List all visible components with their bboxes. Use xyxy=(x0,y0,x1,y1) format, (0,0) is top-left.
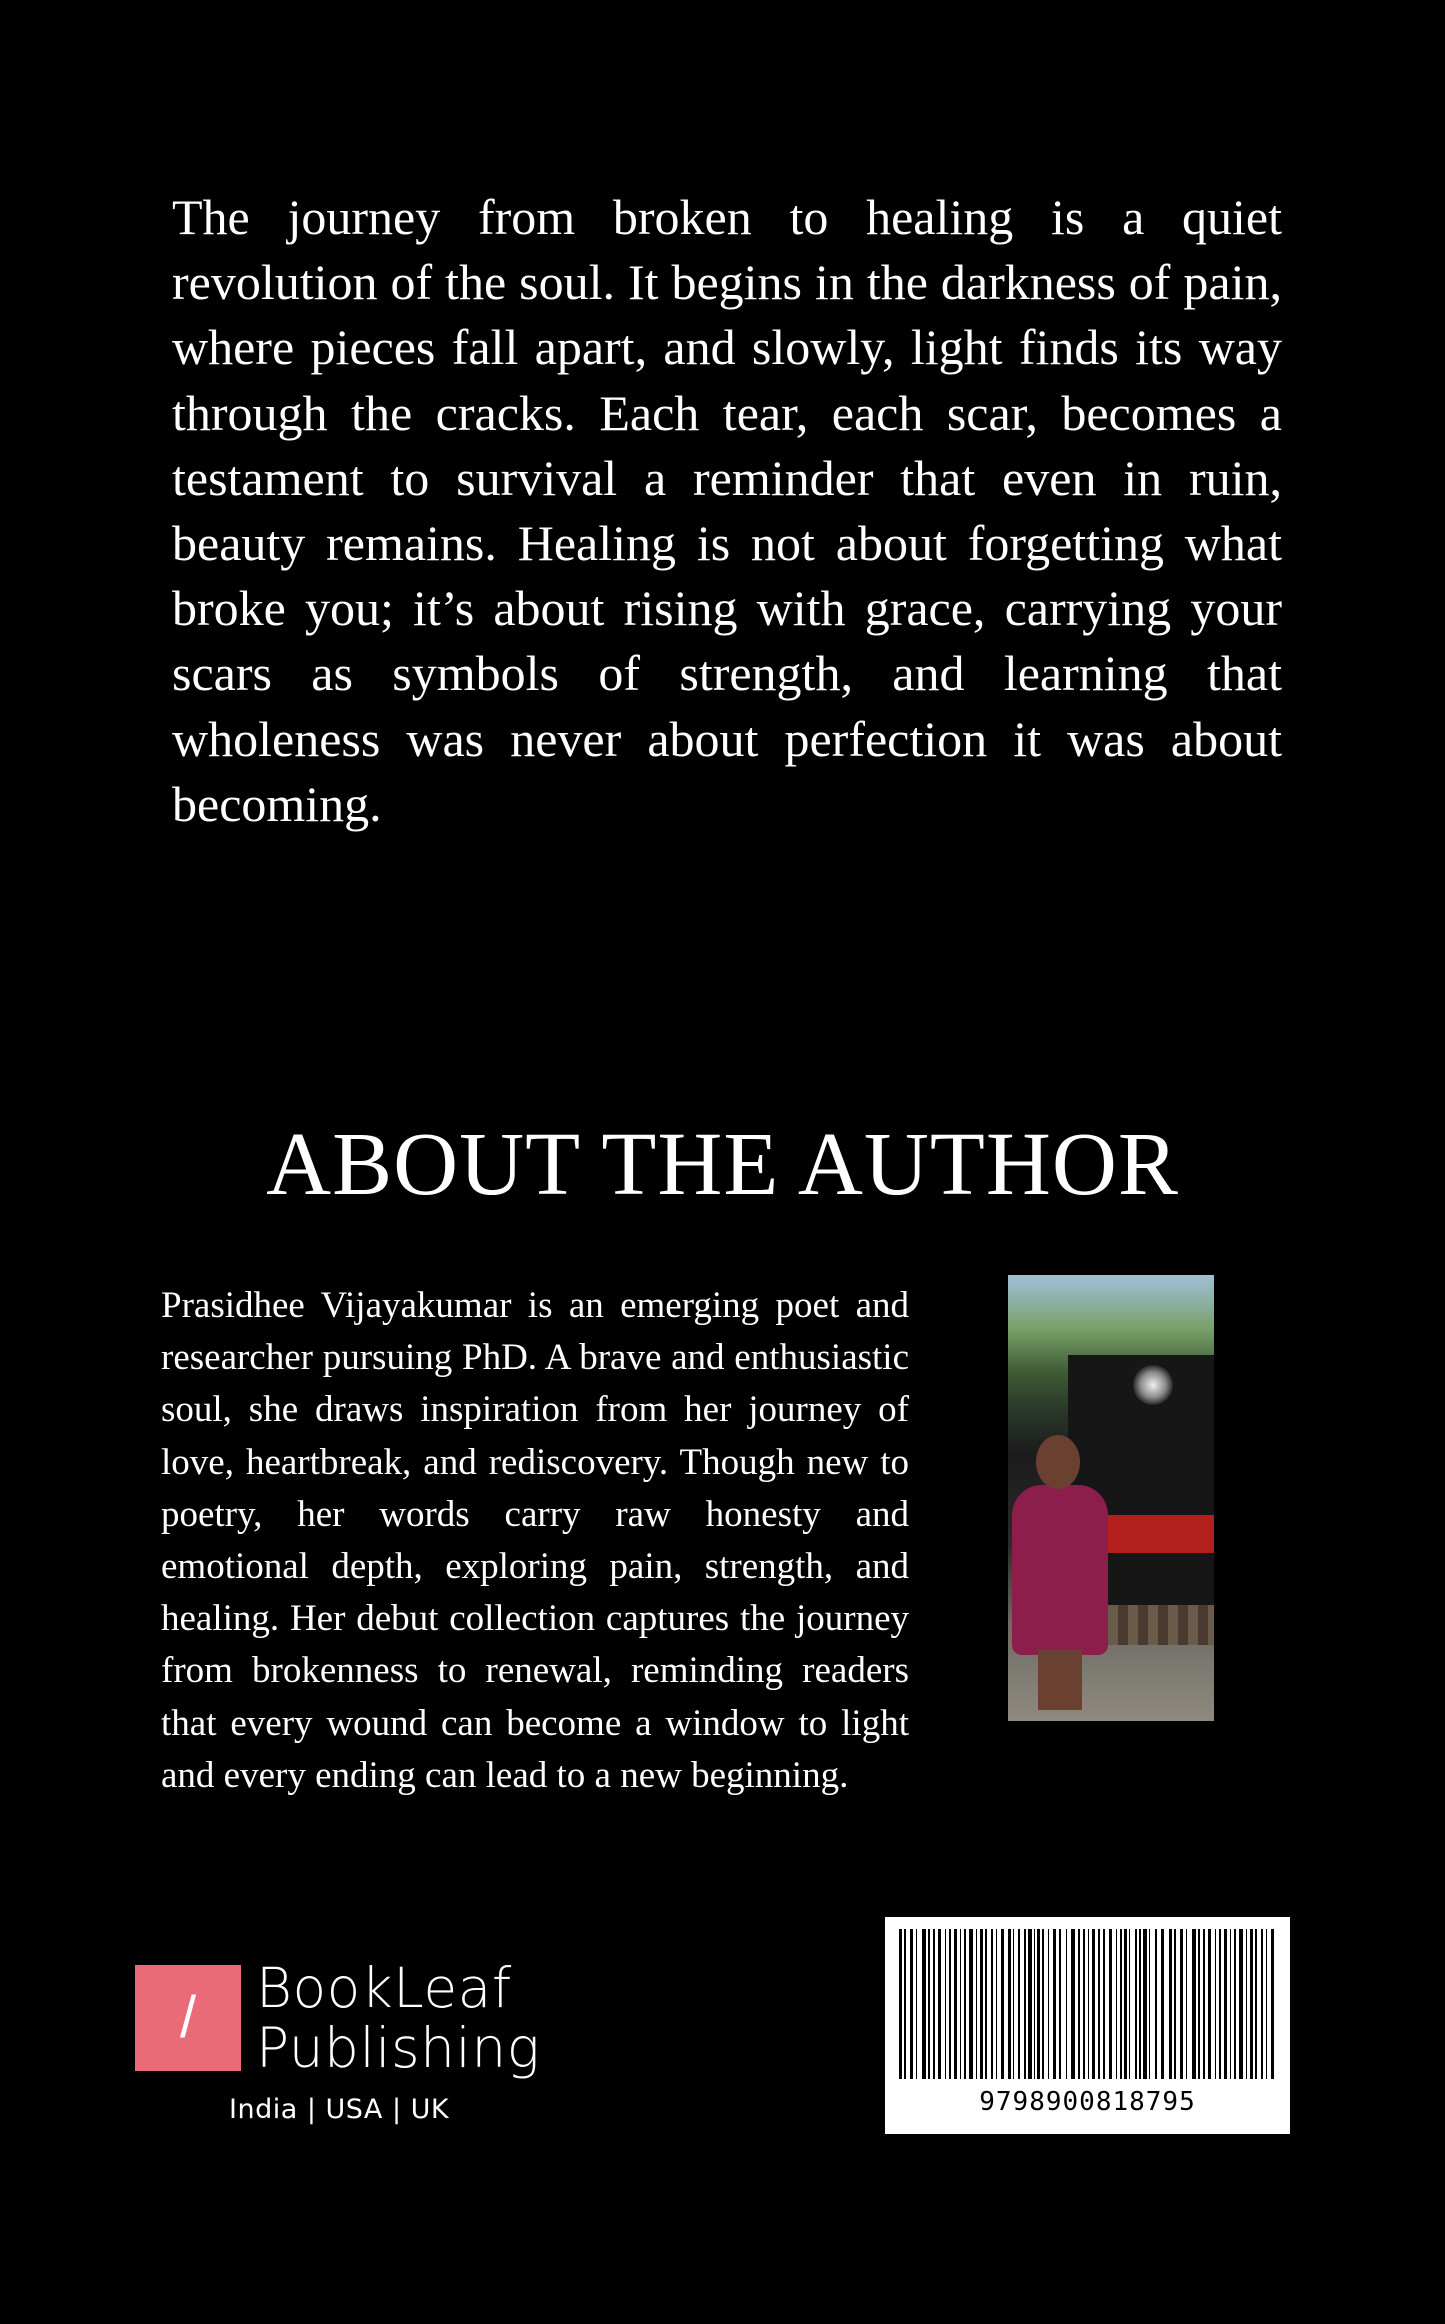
publisher-name xyxy=(256,1958,540,2078)
barcode-bar xyxy=(1143,1929,1147,2079)
barcode-bar xyxy=(1192,1929,1196,2079)
barcode-bar xyxy=(1024,1929,1026,2079)
barcode-bar xyxy=(1198,1929,1200,2079)
barcode-bar xyxy=(1013,1929,1014,2079)
barcode-bar xyxy=(945,1929,946,2079)
barcode-bar xyxy=(1098,1929,1100,2079)
publisher-logo-slash: / xyxy=(179,1985,197,2050)
barcode-bar xyxy=(1224,1929,1227,2079)
isbn-barcode xyxy=(885,1917,1290,2134)
barcode-bar xyxy=(1083,1929,1085,2079)
publisher-name-line1: BookLeaf xyxy=(256,1956,512,2020)
photo-person-legs xyxy=(1038,1650,1082,1710)
barcode-bar xyxy=(1048,1929,1049,2079)
barcode-bar xyxy=(1109,1929,1112,2079)
barcode-bar xyxy=(1129,1929,1130,2079)
barcode-bar xyxy=(964,1929,966,2079)
barcode-bar xyxy=(928,1929,930,2079)
publisher-regions: India | USA | UK xyxy=(229,2094,450,2125)
barcode-bar xyxy=(954,1929,957,2079)
barcode-bar xyxy=(1139,1929,1141,2079)
barcode-bar xyxy=(1001,1929,1004,2079)
barcode-bar xyxy=(1053,1929,1056,2079)
barcode-bar xyxy=(1155,1929,1157,2079)
barcode-bar xyxy=(1215,1929,1216,2079)
barcode-bar xyxy=(1271,1929,1274,2079)
photo-person-head xyxy=(1036,1435,1080,1489)
barcode-bar xyxy=(1234,1929,1236,2079)
barcode-bar xyxy=(980,1929,983,2079)
barcode-bar xyxy=(1078,1929,1080,2079)
barcode-bar xyxy=(1186,1929,1187,2079)
barcode-bar xyxy=(933,1929,935,2079)
barcode-bar xyxy=(991,1929,993,2079)
barcode-number: 9798900818795 xyxy=(979,2087,1196,2117)
barcode-bar xyxy=(1059,1929,1061,2079)
barcode-bar xyxy=(960,1929,961,2079)
barcode-bar xyxy=(1169,1929,1172,2079)
barcode-bar xyxy=(1124,1929,1127,2079)
barcode-bar xyxy=(1203,1929,1205,2079)
barcode-bar xyxy=(1239,1929,1243,2079)
barcode-bar xyxy=(1088,1929,1089,2079)
back-cover-blurb: The journey from broken to healing is a quiet revolution of the soul. It begins in the darkness of pain, where pieces fall apart, and slowly, light finds its way through the cracks. Each tear, each scar, becomes a testament to survival a reminder that even in ruin, beauty remains. Healing is not about forgetting what broke you; it’s about rising with grace, carrying your scars as symbols of strength, and learning that wholeness was never about perfection it was about becoming. xyxy=(172,189,1282,832)
barcode-bar xyxy=(1250,1929,1253,2079)
barcode-bar xyxy=(985,1929,987,2079)
about-author-heading: ABOUT THE AUTHOR xyxy=(266,1115,1179,1214)
barcode-bar xyxy=(969,1929,973,2079)
barcode-bar xyxy=(1008,1929,1011,2079)
barcode-bar xyxy=(1071,1929,1075,2079)
barcode-bar xyxy=(904,1929,906,2079)
barcode-bar xyxy=(1219,1929,1221,2079)
author-bio: Prasidhee Vijayakumar is an emerging poet and researcher pursuing PhD. A brave and enthusiastic soul, she draws inspiration from her journey of love, heartbreak, and rediscovery. Though new to poetry, her words carry raw honesty and emotional depth, exploring pain, strength, and healing. Her debut collection captures the journey from brokenness to renewal, reminding readers that every wound can become a window to light and every ending can lead to a new beginning. xyxy=(161,1285,909,1796)
barcode-bar xyxy=(1246,1929,1247,2079)
barcode-bar xyxy=(1261,1929,1263,2079)
publisher-name-line2: Publishing xyxy=(256,2016,541,2080)
barcode-bar xyxy=(1103,1929,1105,2079)
publisher-logo-mark xyxy=(135,1965,241,2071)
barcode-bar xyxy=(1174,1929,1176,2079)
barcode-bar xyxy=(1092,1929,1095,2079)
barcode-bar xyxy=(899,1929,902,2079)
barcode-bar xyxy=(1255,1929,1257,2079)
barcode-bar xyxy=(1208,1929,1211,2079)
barcode-bar xyxy=(1230,1929,1231,2079)
barcode-bar xyxy=(1066,1929,1067,2079)
barcode-bar xyxy=(938,1929,941,2079)
barcode-bar xyxy=(976,1929,977,2079)
barcode-bar xyxy=(1180,1929,1183,2079)
barcode-bar xyxy=(922,1929,926,2079)
barcode-bar xyxy=(1161,1929,1164,2079)
barcode-bar xyxy=(1034,1929,1035,2079)
barcode-bar xyxy=(910,1929,913,2079)
barcode-bar xyxy=(1042,1929,1044,2079)
barcode-bar xyxy=(1120,1929,1122,2079)
barcode-bar xyxy=(1018,1929,1020,2079)
barcode-bar xyxy=(1116,1929,1117,2079)
barcode-bar xyxy=(1135,1929,1137,2079)
barcode-bar xyxy=(1037,1929,1040,2079)
barcode-bar xyxy=(996,1929,997,2079)
barcode-bar xyxy=(949,1929,951,2079)
author-photo xyxy=(1008,1275,1214,1721)
barcode-bar xyxy=(1028,1929,1032,2079)
photo-headlamp xyxy=(1133,1365,1173,1405)
barcode-bar xyxy=(1266,1929,1267,2079)
barcode-bar xyxy=(1149,1929,1150,2079)
barcode-bar xyxy=(916,1929,917,2079)
photo-person xyxy=(1012,1485,1108,1655)
